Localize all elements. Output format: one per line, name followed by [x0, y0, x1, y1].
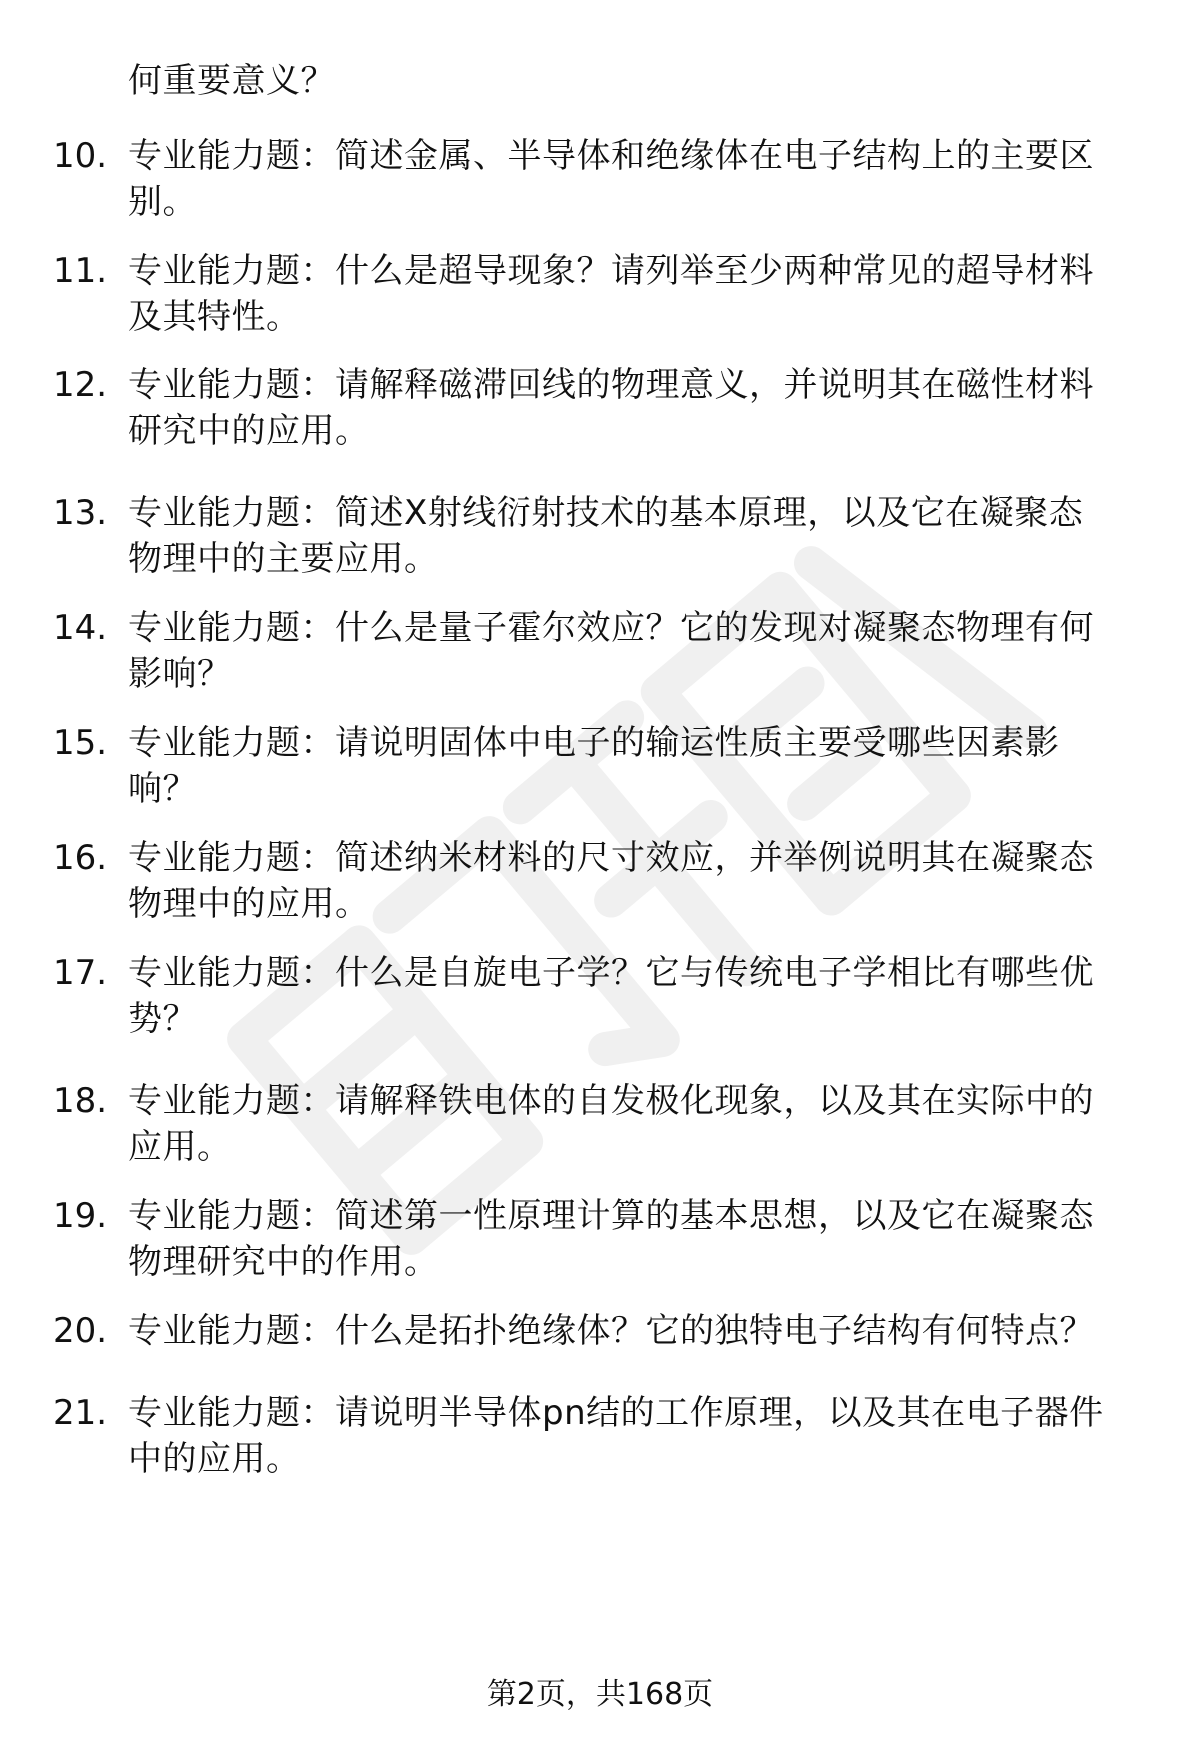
question-text: 专业能力题：请说明固体中电子的输运性质主要受哪些因素影 响？: [128, 723, 1060, 809]
question-text: 专业能力题：简述金属、半导体和绝缘体在电子结构上的主要区 别。: [128, 136, 1094, 222]
page-footer: 第2页，共168页: [486, 1677, 714, 1712]
question-text: 专业能力题：请解释磁滞回线的物理意义，并说明其在磁性材料 研究中的应用。: [128, 365, 1094, 451]
question-number: 21.: [53, 1393, 108, 1433]
question-number: 13.: [53, 493, 108, 533]
question-number: 12.: [53, 365, 108, 405]
question-number: 16.: [53, 838, 108, 878]
question-text: 专业能力题：什么是拓扑绝缘体？它的独特电子结构有何特点？: [128, 1311, 1094, 1351]
question-text: 专业能力题：什么是自旋电子学？它与传统电子学相比有哪些优 势？: [128, 953, 1094, 1039]
question-number: 19.: [53, 1196, 108, 1236]
question-text: 专业能力题：什么是超导现象？请列举至少两种常见的超导材料 及其特性。: [128, 251, 1094, 337]
question-number: 20.: [53, 1311, 108, 1351]
question-text: 专业能力题：简述第一性原理计算的基本思想，以及它在凝聚态 物理研究中的作用。: [128, 1196, 1094, 1282]
question-number: 14.: [53, 608, 108, 648]
question-text: 专业能力题：请说明半导体pn结的工作原理，以及其在电子器件 中的应用。: [128, 1393, 1104, 1479]
question-number: 11.: [53, 251, 108, 291]
question-text: 专业能力题：什么是量子霍尔效应？它的发现对凝聚态物理有何 影响？: [128, 608, 1094, 694]
question-number: 10.: [53, 136, 108, 176]
question-number: 17.: [53, 953, 108, 993]
question-number: 18.: [53, 1081, 108, 1121]
question-text: 专业能力题：简述纳米材料的尺寸效应，并举例说明其在凝聚态 物理中的应用。: [128, 838, 1094, 924]
question-number: 15.: [53, 723, 108, 763]
question-text: 专业能力题：简述X射线衍射技术的基本原理，以及它在凝聚态 物理中的主要应用。: [128, 493, 1084, 579]
continuation-text: 何重要意义？: [128, 61, 335, 101]
question-text: 专业能力题：请解释铁电体的自发极化现象，以及其在实际中的 应用。: [128, 1081, 1094, 1167]
